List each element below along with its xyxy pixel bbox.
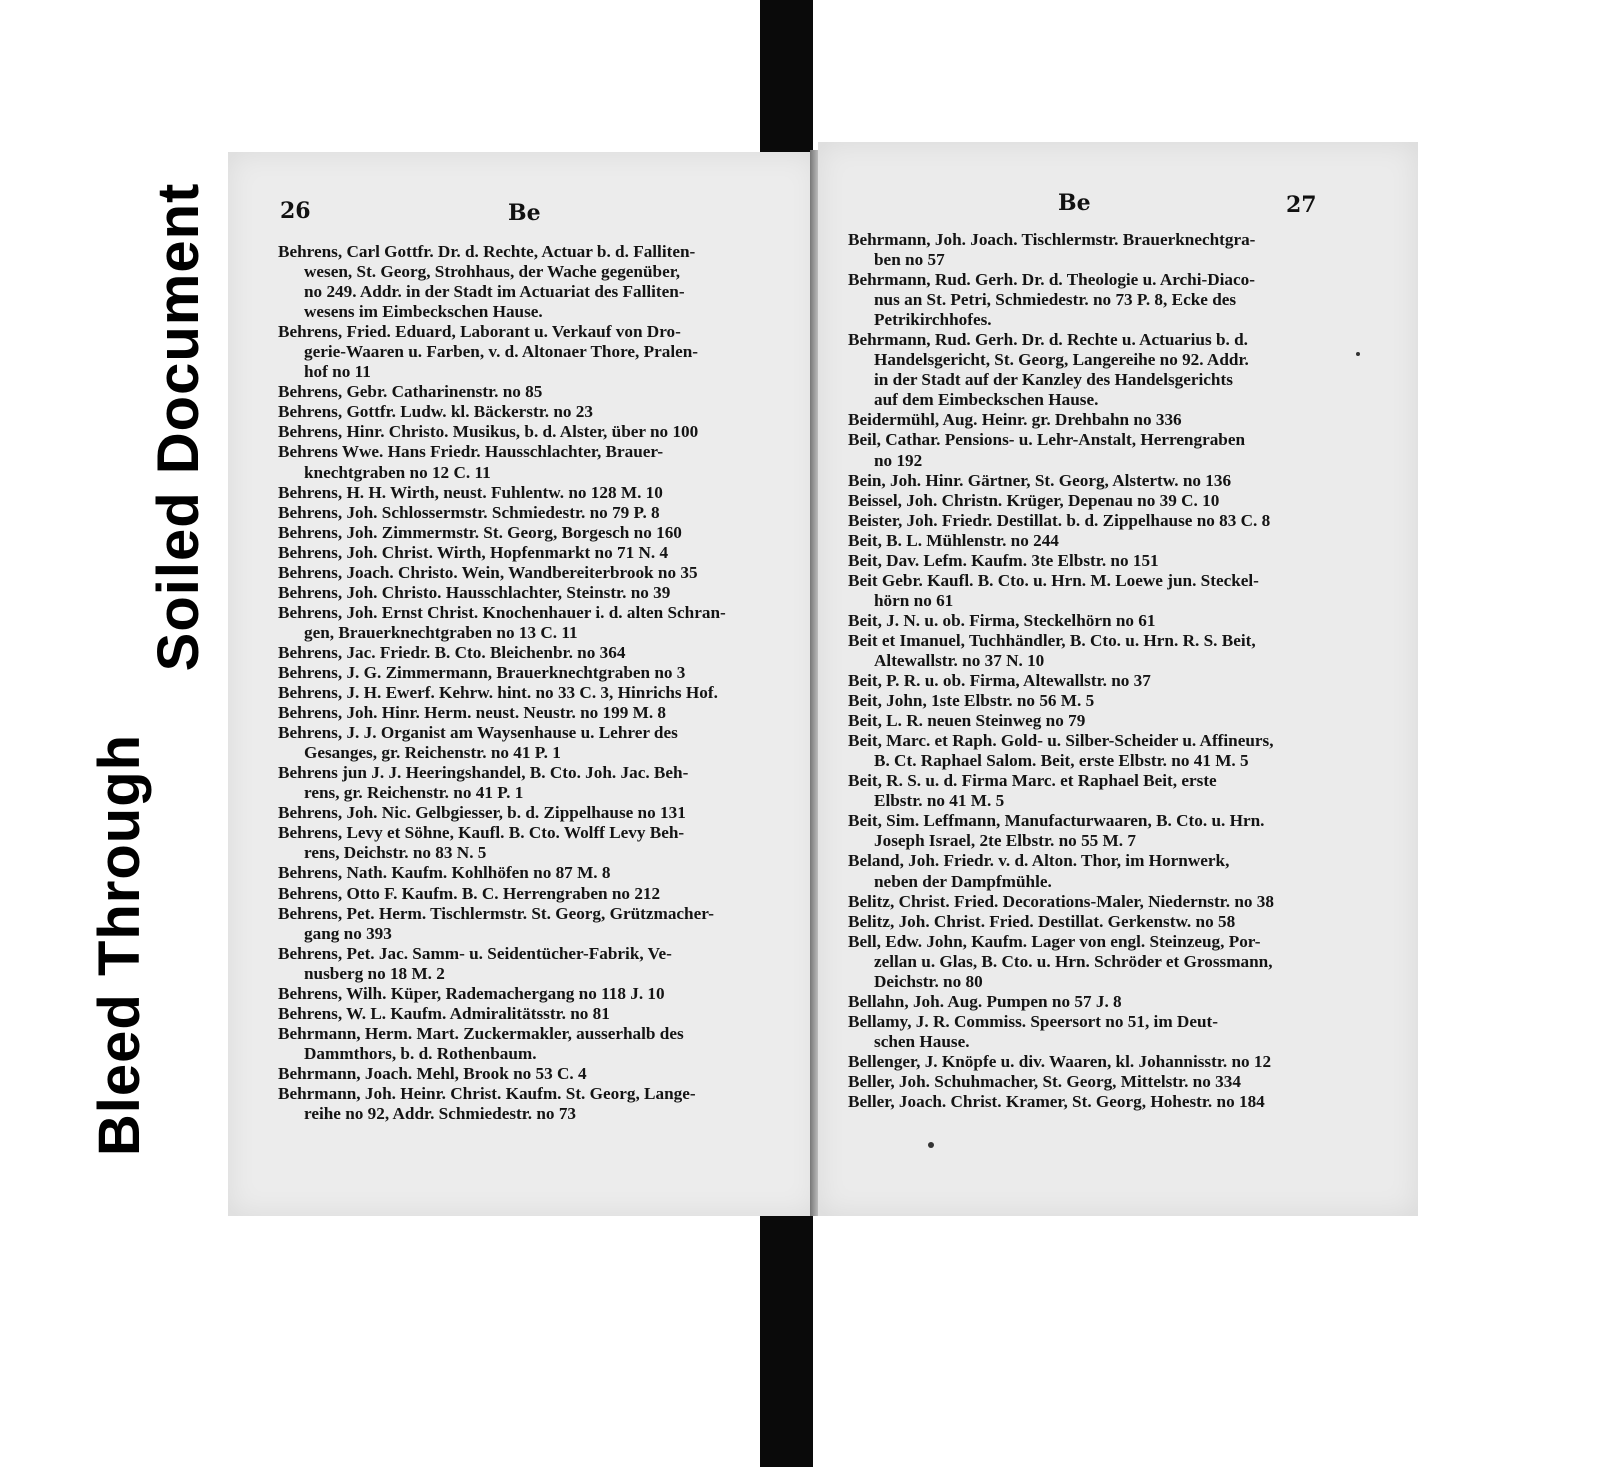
entry-line: Behrens, Joh. Schlossermstr. Schmiedestr. no 79 P. 8 (278, 502, 660, 522)
entry-line: Beit, P. R. u. ob. Firma, Altewallstr. no 37 (848, 671, 1151, 691)
directory-entry (278, 904, 808, 944)
entry-continuation-line: Dammthors, b. d. Rothenbaum. (304, 1043, 537, 1063)
directory-entry (848, 471, 1400, 491)
directory-entry (278, 402, 808, 422)
left-page-header: Be (508, 200, 541, 226)
directory-entry (278, 703, 808, 723)
entry-line: Bellahn, Joh. Aug. Pumpen no 57 J. 8 (848, 991, 1122, 1011)
entry-line: Behrens, Pet. Jac. Samm- u. Seidentücher-Fabrik, Ve- (278, 943, 672, 963)
entry-line: Beit et Imanuel, Tuchhändler, B. Cto. u. Hrn. R. S. Beit, (848, 630, 1256, 650)
entry-continuation-line: Elbstr. no 41 M. 5 (874, 791, 1005, 811)
directory-entry (278, 523, 808, 543)
directory-entry (278, 884, 808, 904)
entry-line: Behrens, Otto F. Kaufm. B. C. Herrengraben no 212 (278, 883, 661, 903)
soiled-document-stamp: Soiled Document (146, 182, 211, 672)
entry-line: Beit Gebr. Kaufl. B. Cto. u. Hrn. M. Loewe jun. Steckel- (848, 570, 1259, 590)
right-page (818, 142, 1418, 1216)
entry-line: Behrens, Jac. Friedr. B. Cto. Bleichenbr. no 364 (278, 642, 626, 662)
entry-line: Behrens, W. L. Kaufm. Admiralitätsstr. no 81 (278, 1003, 610, 1023)
entry-line: Beissel, Joh. Christn. Krüger, Depenau no 39 C. 10 (848, 490, 1220, 510)
directory-entry (848, 912, 1400, 932)
directory-entry (848, 1012, 1400, 1052)
entry-line: Behrens, Carl Gottfr. Dr. d. Rechte, Actuar b. d. Falliten- (278, 242, 696, 261)
entry-line: Beister, Joh. Friedr. Destillat. b. d. Zippelhause no 83 C. 8 (848, 510, 1271, 530)
entry-line: Bell, Edw. John, Kaufm. Lager von engl. Steinzeug, Por- (848, 931, 1261, 951)
entry-continuation-line: schen Hause. (874, 1031, 970, 1051)
entry-continuation-line: Joseph Israel, 2te Elbstr. no 55 M. 7 (874, 831, 1136, 851)
directory-entry (278, 1024, 808, 1064)
ink-speck (928, 1142, 934, 1148)
directory-entry (278, 863, 808, 883)
directory-entry (278, 1084, 808, 1124)
directory-entry (278, 503, 808, 523)
directory-entry (278, 603, 808, 643)
entry-continuation-line: in der Stadt auf der Kanzley des Handelsgerichts (874, 370, 1233, 390)
directory-entry (278, 322, 808, 382)
directory-entry (278, 944, 808, 984)
directory-entry (278, 382, 808, 402)
directory-entry (278, 563, 808, 583)
directory-entry (848, 611, 1400, 631)
entry-line: Behrens jun J. J. Heeringshandel, B. Cto. Joh. Jac. Beh- (278, 763, 689, 783)
directory-entry (278, 583, 808, 603)
entry-continuation-line: no 249. Addr. in der Stadt im Actuariat des Falliten- (304, 282, 685, 302)
directory-entry (278, 803, 808, 823)
entry-line: Behrmann, Joh. Joach. Tischlermstr. Brauerknechtgra- (848, 230, 1256, 249)
directory-entry (848, 270, 1400, 330)
entry-line: Beit, J. N. u. ob. Firma, Steckelhörn no 61 (848, 610, 1156, 630)
entry-line: Beit, Dav. Lefm. Kaufm. 3te Elbstr. no 151 (848, 550, 1159, 570)
entry-line: Behrens, J. G. Zimmermann, Brauerknechtgraben no 3 (278, 662, 686, 682)
entry-line: Behrens, Joh. Christ. Wirth, Hopfenmarkt no 71 N. 4 (278, 542, 669, 562)
entry-line: Behrens, Levy et Söhne, Kaufl. B. Cto. Wolff Levy Beh- (278, 823, 685, 843)
entry-continuation-line: nusberg no 18 M. 2 (304, 963, 445, 983)
entry-line: Behrmann, Rud. Gerh. Dr. d. Rechte u. Actuarius b. d. (848, 330, 1248, 350)
directory-entry (848, 330, 1400, 410)
entry-line: Bellenger, J. Knöpfe u. div. Waaren, kl. Johannisstr. no 12 (848, 1051, 1272, 1071)
directory-entry (278, 683, 808, 703)
entry-continuation-line: nus an St. Petri, Schmiedestr. no 73 P. 8, Ecke des (874, 290, 1237, 310)
entry-continuation-line: gang no 393 (304, 923, 392, 943)
entry-line: Beland, Joh. Friedr. v. d. Alton. Thor, im Hornwerk, (848, 851, 1230, 871)
directory-entry (848, 811, 1400, 851)
entry-line: Behrens, Wilh. Küper, Rademachergang no 118 J. 10 (278, 983, 665, 1003)
left-entry-list (278, 242, 808, 1124)
entry-line: Beidermühl, Aug. Heinr. gr. Drehbahn no 336 (848, 410, 1182, 430)
directory-entry (848, 932, 1400, 992)
directory-entry (848, 892, 1400, 912)
entry-continuation-line: gen, Brauerknechtgraben no 13 C. 11 (304, 622, 578, 642)
entry-continuation-line: rens, gr. Reichenstr. no 41 P. 1 (304, 783, 524, 803)
entry-line: Behrens, J. J. Organist am Waysenhause u. Lehrer des (278, 723, 678, 743)
directory-entry (848, 992, 1400, 1012)
directory-entry (848, 491, 1400, 511)
entry-continuation-line: B. Ct. Raphael Salom. Beit, erste Elbstr. no 41 M. 5 (874, 751, 1249, 771)
entry-line: Beit, Marc. et Raph. Gold- u. Silber-Scheider u. Affineurs, (848, 731, 1274, 751)
entry-line: Behrens Wwe. Hans Friedr. Hausschlachter, Brauer- (278, 442, 664, 462)
directory-entry (278, 823, 808, 863)
entry-continuation-line: Altewallstr. no 37 N. 10 (874, 650, 1045, 670)
directory-entry (848, 1072, 1400, 1092)
entry-continuation-line: gerie-Waaren u. Farben, v. d. Altonaer Thore, Pralen- (304, 342, 699, 362)
entry-continuation-line: wesens im Eimbeckschen Hause. (304, 302, 543, 322)
entry-continuation-line: hof no 11 (304, 362, 371, 382)
entry-line: Beit, John, 1ste Elbstr. no 56 M. 5 (848, 691, 1095, 711)
directory-entry (278, 643, 808, 663)
right-entry-list (848, 230, 1400, 1112)
entry-line: Behrmann, Joh. Heinr. Christ. Kaufm. St. Georg, Lange- (278, 1083, 696, 1103)
entry-continuation-line: neben der Dampfmühle. (874, 871, 1052, 891)
entry-continuation-line: Gesanges, gr. Reichenstr. no 41 P. 1 (304, 743, 561, 763)
entry-continuation-line: no 192 (874, 450, 923, 470)
directory-entry (848, 410, 1400, 430)
entry-line: Behrens, Hinr. Christo. Musikus, b. d. Alster, über no 100 (278, 422, 699, 442)
entry-line: Behrmann, Joach. Mehl, Brook no 53 C. 4 (278, 1063, 587, 1083)
entry-continuation-line: reihe no 92, Addr. Schmiedestr. no 73 (304, 1104, 577, 1124)
bleed-through-stamp: Bleed Through (87, 733, 152, 1157)
entry-line: Beit, Sim. Leffmann, Manufacturwaaren, B. Cto. u. Hrn. (848, 811, 1265, 831)
left-page (228, 152, 818, 1216)
directory-entry (848, 771, 1400, 811)
entry-line: Behrens, Joh. Christo. Hausschlachter, Steinstr. no 39 (278, 582, 671, 602)
entry-line: Behrens, Joh. Ernst Christ. Knochenhauer i. d. alten Schran- (278, 602, 726, 622)
entry-line: Behrmann, Herm. Mart. Zuckermakler, ausserhalb des (278, 1023, 684, 1043)
directory-entry (278, 543, 808, 563)
directory-entry (278, 483, 808, 503)
directory-entry (848, 1092, 1400, 1112)
entry-line: Beit, R. S. u. d. Firma Marc. et Raphael Beit, erste (848, 771, 1217, 791)
entry-continuation-line: rens, Deichstr. no 83 N. 5 (304, 843, 487, 863)
entry-line: Beller, Joach. Christ. Kramer, St. Georg, Hohestr. no 184 (848, 1092, 1265, 1112)
entry-line: Behrens, Gottfr. Ludw. kl. Bäckerstr. no 23 (278, 402, 593, 422)
directory-entry (848, 671, 1400, 691)
entry-line: Behrens, Joach. Christo. Wein, Wandbereiterbrook no 35 (278, 562, 698, 582)
entry-continuation-line: Deichstr. no 80 (874, 971, 983, 991)
entry-line: Behrens, Nath. Kaufm. Kohlhöfen no 87 M. 8 (278, 863, 611, 883)
directory-entry (848, 571, 1400, 611)
entry-continuation-line: hörn no 61 (874, 590, 954, 610)
entry-line: Belitz, Joh. Christ. Fried. Destillat. Gerkenstw. no 58 (848, 911, 1236, 931)
entry-line: Belitz, Christ. Fried. Decorations-Maler, Niedernstr. no 38 (848, 891, 1274, 911)
entry-line: Behrens, Fried. Eduard, Laborant u. Verkauf von Dro- (278, 322, 681, 342)
directory-entry (848, 551, 1400, 571)
entry-continuation-line: Handelsgericht, St. Georg, Langereihe no 92. Addr. (874, 350, 1249, 370)
directory-entry (278, 663, 808, 683)
entry-line: Behrens, J. H. Ewerf. Kehrw. hint. no 33 C. 3, Hinrichs Hof. (278, 683, 718, 703)
directory-entry (278, 984, 808, 1004)
directory-entry (848, 1052, 1400, 1072)
directory-entry (848, 711, 1400, 731)
directory-entry (848, 430, 1400, 470)
entry-continuation-line: knechtgraben no 12 C. 11 (304, 462, 491, 482)
directory-entry (848, 511, 1400, 531)
entry-line: Behrens, Joh. Hinr. Herm. neust. Neustr. no 199 M. 8 (278, 703, 667, 723)
directory-entry (278, 1004, 808, 1024)
ink-speck (1356, 352, 1360, 356)
entry-continuation-line: ben no 57 (874, 250, 945, 270)
entry-line: Behrens, Joh. Nic. Gelbgiesser, b. d. Zippelhause no 131 (278, 803, 686, 823)
entry-continuation-line: Petrikirchhofes. (874, 310, 992, 330)
right-page-header: Be (1058, 190, 1091, 216)
entry-line: Behrens, Pet. Herm. Tischlermstr. St. Georg, Grützmacher- (278, 903, 714, 923)
directory-entry (848, 691, 1400, 711)
directory-entry (848, 631, 1400, 671)
entry-line: Beit, L. R. neuen Steinweg no 79 (848, 711, 1086, 731)
directory-entry (278, 442, 808, 482)
entry-line: Behrens, H. H. Wirth, neust. Fuhlentw. no 128 M. 10 (278, 482, 663, 502)
directory-entry (848, 731, 1400, 771)
entry-line: Bellamy, J. R. Commiss. Speersort no 51, im Deut- (848, 1011, 1218, 1031)
left-page-number: 26 (280, 198, 311, 224)
directory-entry (278, 242, 808, 322)
entry-continuation-line: auf dem Eimbeckschen Hause. (874, 390, 1099, 410)
directory-entry (278, 763, 808, 803)
entry-line: Behrens, Gebr. Catharinenstr. no 85 (278, 382, 543, 402)
entry-line: Behrmann, Rud. Gerh. Dr. d. Theologie u. Archi-Diaco- (848, 270, 1255, 290)
entry-line: Beller, Joh. Schuhmacher, St. Georg, Mittelstr. no 334 (848, 1071, 1241, 1091)
directory-entry (278, 422, 808, 442)
entry-continuation-line: wesen, St. Georg, Strohhaus, der Wache gegenüber, (304, 262, 681, 282)
directory-entry (278, 723, 808, 763)
directory-entry (848, 230, 1400, 270)
entry-continuation-line: zellan u. Glas, B. Cto. u. Hrn. Schröder et Grossmann, (874, 951, 1273, 971)
directory-entry (848, 531, 1400, 551)
right-page-number: 27 (1286, 192, 1317, 218)
entry-line: Beil, Cathar. Pensions- u. Lehr-Anstalt, Herrengraben (848, 430, 1246, 450)
entry-line: Beit, B. L. Mühlenstr. no 244 (848, 530, 1059, 550)
directory-entry (278, 1064, 808, 1084)
directory-entry (848, 851, 1400, 891)
entry-line: Behrens, Joh. Zimmermstr. St. Georg, Borgesch no 160 (278, 522, 682, 542)
entry-line: Bein, Joh. Hinr. Gärtner, St. Georg, Alstertw. no 136 (848, 470, 1232, 490)
